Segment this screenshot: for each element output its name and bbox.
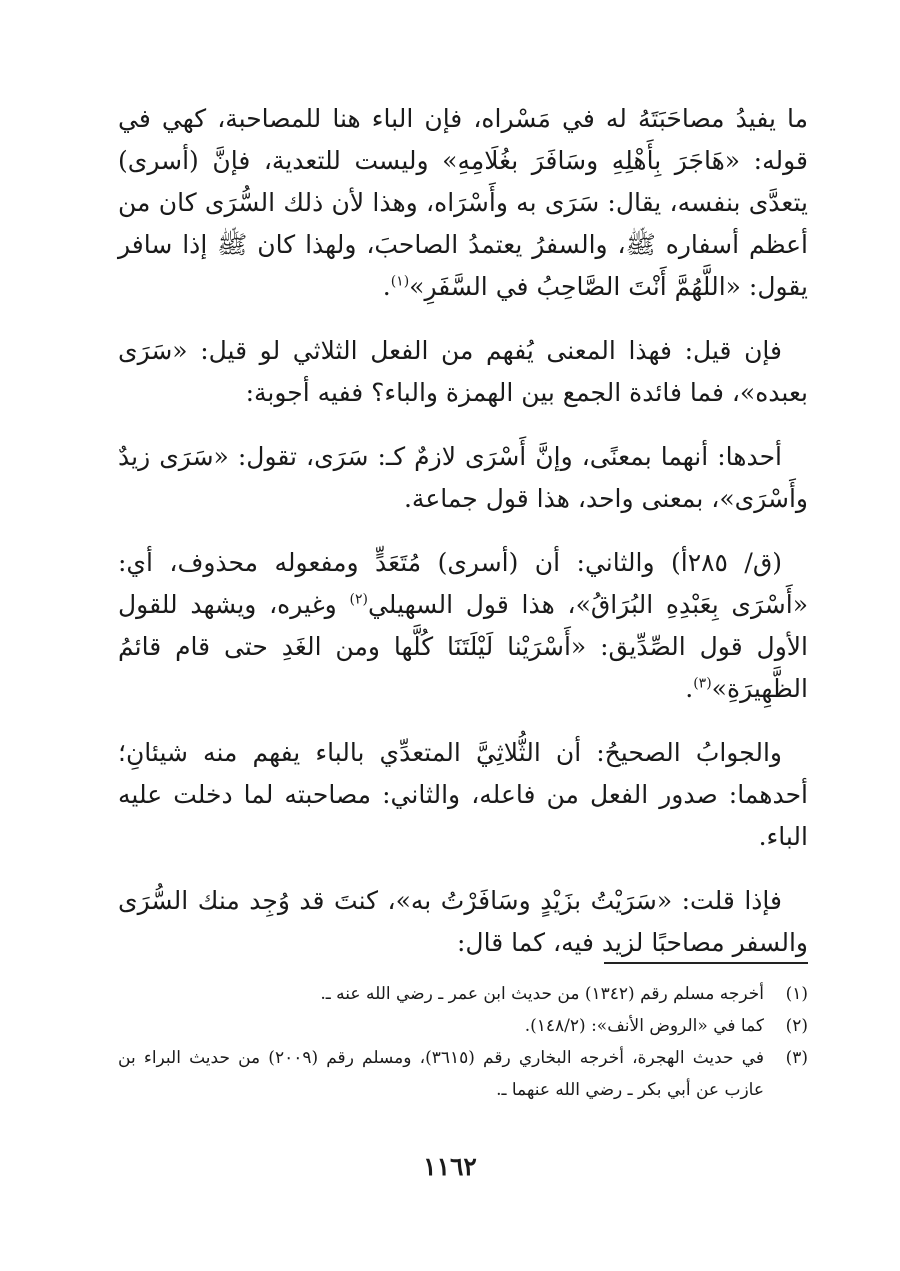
page-number: ١١٦٢ [423,1152,477,1181]
paragraph-5-text: والجوابُ الصحيحُ: أن الثُّلاثِيَّ المتعدِّي بالباء يفهم منه شيئانِ؛ أحدهما: صدور الفعل من فاعله، والثاني: مصاحبته لما دخلت عليه الباء. [118,738,808,851]
footnote-text: أخرجه مسلم رقم (١٣٤٢) من حديث ابن عمر ـ رضي الله عنه ـ. [320,984,764,1004]
paragraph-1 [118,98,808,308]
paragraph-4-tail: وغيره، ويشهد للقول الأول قول الصِّدِّيق: «أَسْرَيْنا لَيْلَتَنَا كُلَّها ومن الغَدِ حتى قام قائمُ الظَّهِيرَةِ» [118,590,808,703]
paragraph-3 [118,436,808,520]
main-text [118,98,808,986]
footnote-ref-3: (٣) [693,675,712,692]
paragraph-1-text: ما يفيدُ مصاحَبَتَهُ له في مَسْراه، فإن الباء هنا للمصاحبة، كهي في قوله: «هَاجَرَ بِأَهْلِهِ وسَافَرَ بغُلَامِهِ» وليست للتعدية، فإنَّ (أسرى) يتعدَّى بنفسه، يقال: سَرَى به وأَسْرَاه، وهذا لأن ذلك السُّرَى كان من أعظم أسفاره ﷺ، والسفرُ يعتمدُ الصاحبَ، ولهذا كان ﷺ إذا سافر يقول: «اللَّهُمَّ أَنْتَ الصَّاحِبُ في السَّفَرِ» [118,104,808,301]
footnote-number: (٣) [785,1048,808,1068]
paragraph-5 [118,732,808,858]
paragraph-2-text: فإن قيل: فهذا المعنى يُفهم من الفعل الثلاثي لو قيل: «سَرَى بعبده»، فما فائدة الجمع بين الهمزة والباء؟ ففيه أجوبة: [118,336,808,407]
footnote-2 [118,1010,808,1042]
paragraph-4-tail-2: . [685,674,694,703]
paragraph-6 [118,880,808,964]
footnote-1 [118,978,808,1010]
footnotes [118,978,808,1106]
paragraph-4-text: (ق/ ٢٨٥أ) والثاني: أن (أسرى) مُتَعَدٍّ ومفعوله محذوف، أي: «أَسْرَى بِعَبْدِهِ البُرَاقُ»، هذا قول السهيلي [118,548,808,619]
paragraph-6-text: فإذا قلت: «سَرَيْتُ بزَيْدٍ وسَافَرْتُ به»، كنتَ قد وُجِد منك السُّرَى والسفر مصاحبًا لزيد فيه، كما قال: [118,886,808,957]
footnote-text: كما في «الروض الأنف»: (١٤٨/٢). [524,1016,764,1036]
footnote-divider [604,962,808,964]
footnote-number: (٢) [785,1016,808,1036]
paragraph-1-tail: . [382,272,391,301]
footnote-text: في حديث الهجرة، أخرجه البخاري رقم (٣٦١٥)، ومسلم رقم (٢٠٠٩) من حديث البراء بن عازب عن أبي بكر ـ رضي الله عنهما ـ. [118,1048,765,1100]
footnote-3 [118,1042,808,1106]
paragraph-3-text: أحدها: أنهما بمعنًى، وإنَّ أَسْرَى لازمٌ كـ: سَرَى، تقول: «سَرَى زيدٌ وأَسْرَى»، بمعنى واحد، هذا قول جماعة. [118,442,808,513]
footnote-ref-1: (١) [390,273,410,290]
footnote-number: (١) [785,984,808,1004]
footnote-ref-2: (٢) [349,591,368,608]
paragraph-4 [118,542,808,710]
paragraph-2 [118,330,808,414]
